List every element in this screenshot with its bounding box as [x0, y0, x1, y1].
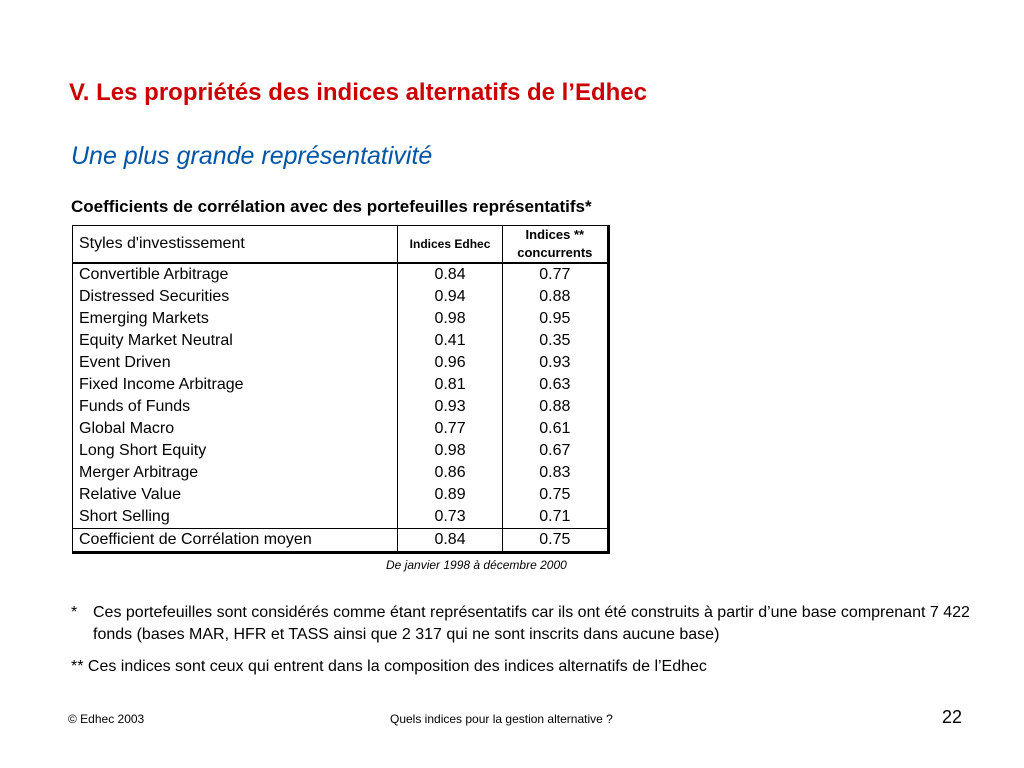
- edhec-value-cell: 0.86: [398, 462, 502, 484]
- style-cell: Merger Arbitrage: [73, 462, 398, 484]
- header-competitor-line2: concurrents: [517, 245, 593, 260]
- competitor-value-cell: 0.88: [502, 396, 608, 418]
- table-row: [73, 484, 609, 506]
- footer-title: Quels indices pour la gestion alternative ?: [390, 712, 613, 726]
- table-row: [73, 263, 609, 286]
- style-cell: Global Macro: [73, 418, 398, 440]
- competitor-value-cell: 0.67: [502, 440, 608, 462]
- edhec-value-cell: 0.98: [398, 308, 502, 330]
- style-cell: Coefficient de Corrélation moyen: [73, 529, 398, 553]
- competitor-value-cell: 0.63: [502, 374, 608, 396]
- style-cell: Convertible Arbitrage: [73, 263, 398, 286]
- edhec-value-cell: 0.77: [398, 418, 502, 440]
- correlation-table: [72, 225, 610, 554]
- edhec-value-cell: 0.93: [398, 396, 502, 418]
- competitor-value-cell: 0.93: [502, 352, 608, 374]
- competitor-value-cell: 0.71: [502, 506, 608, 529]
- header-edhec-indices: Indices Edhec: [398, 226, 502, 264]
- competitor-value-cell: 0.83: [502, 462, 608, 484]
- competitor-value-cell: 0.75: [502, 484, 608, 506]
- footer-copyright: © Edhec 2003: [68, 712, 145, 726]
- competitor-value-cell: 0.95: [502, 308, 608, 330]
- edhec-value-cell: 0.96: [398, 352, 502, 374]
- edhec-value-cell: 0.81: [398, 374, 502, 396]
- table-row: [73, 352, 609, 374]
- style-cell: Distressed Securities: [73, 286, 398, 308]
- table-row: [73, 374, 609, 396]
- period-note: De janvier 1998 à décembre 2000: [386, 558, 567, 572]
- table-caption: Coefficients de corrélation avec des portefeuilles représentatifs*: [71, 197, 592, 216]
- competitor-value-cell: 0.35: [502, 330, 608, 352]
- edhec-value-cell: 0.73: [398, 506, 502, 529]
- table-row: [73, 330, 609, 352]
- page-number: 22: [942, 707, 963, 727]
- style-cell: Emerging Markets: [73, 308, 398, 330]
- competitor-value-cell: 0.75: [502, 529, 608, 553]
- style-cell: Long Short Equity: [73, 440, 398, 462]
- table-row: [73, 506, 609, 529]
- footnote-1: [71, 602, 991, 646]
- style-cell: Short Selling: [73, 506, 398, 529]
- table-row: [73, 286, 609, 308]
- competitor-value-cell: 0.88: [502, 286, 608, 308]
- competitor-value-cell: 0.61: [502, 418, 608, 440]
- table-row: [73, 462, 609, 484]
- header-competitor-indices: [502, 226, 608, 264]
- style-cell: Event Driven: [73, 352, 398, 374]
- table-header-row: [73, 226, 609, 264]
- header-styles: Styles d'investissement: [73, 226, 398, 264]
- slide-subtitle: Une plus grande représentativité: [71, 142, 433, 170]
- style-cell: Funds of Funds: [73, 396, 398, 418]
- footnote-1-text: Ces portefeuilles sont considérés comme étant représentatifs car ils ont été construits à partir d’une base comprenant 7 422 fonds (bases MAR, HFR et TASS ainsi que 2 317 qui ne sont inscrits dans aucune base): [93, 604, 970, 643]
- table-row: [73, 308, 609, 330]
- table-row: [73, 418, 609, 440]
- style-cell: Fixed Income Arbitrage: [73, 374, 398, 396]
- edhec-value-cell: 0.98: [398, 440, 502, 462]
- style-cell: Equity Market Neutral: [73, 330, 398, 352]
- edhec-value-cell: 0.84: [398, 529, 502, 553]
- slide-title: V. Les propriétés des indices alternatifs de l’Edhec: [69, 79, 647, 106]
- style-cell: Relative Value: [73, 484, 398, 506]
- table-total-row: [73, 529, 609, 553]
- edhec-value-cell: 0.89: [398, 484, 502, 506]
- edhec-value-cell: 0.84: [398, 263, 502, 286]
- table-row: [73, 396, 609, 418]
- footnote-2: ** Ces indices sont ceux qui entrent dans la composition des indices alternatifs de l’Edhec: [71, 658, 707, 675]
- competitor-value-cell: 0.77: [502, 263, 608, 286]
- header-competitor-line1: Indices **: [525, 227, 585, 242]
- edhec-value-cell: 0.41: [398, 330, 502, 352]
- footnote-1-marker: *: [71, 604, 78, 621]
- table-row: [73, 440, 609, 462]
- edhec-value-cell: 0.94: [398, 286, 502, 308]
